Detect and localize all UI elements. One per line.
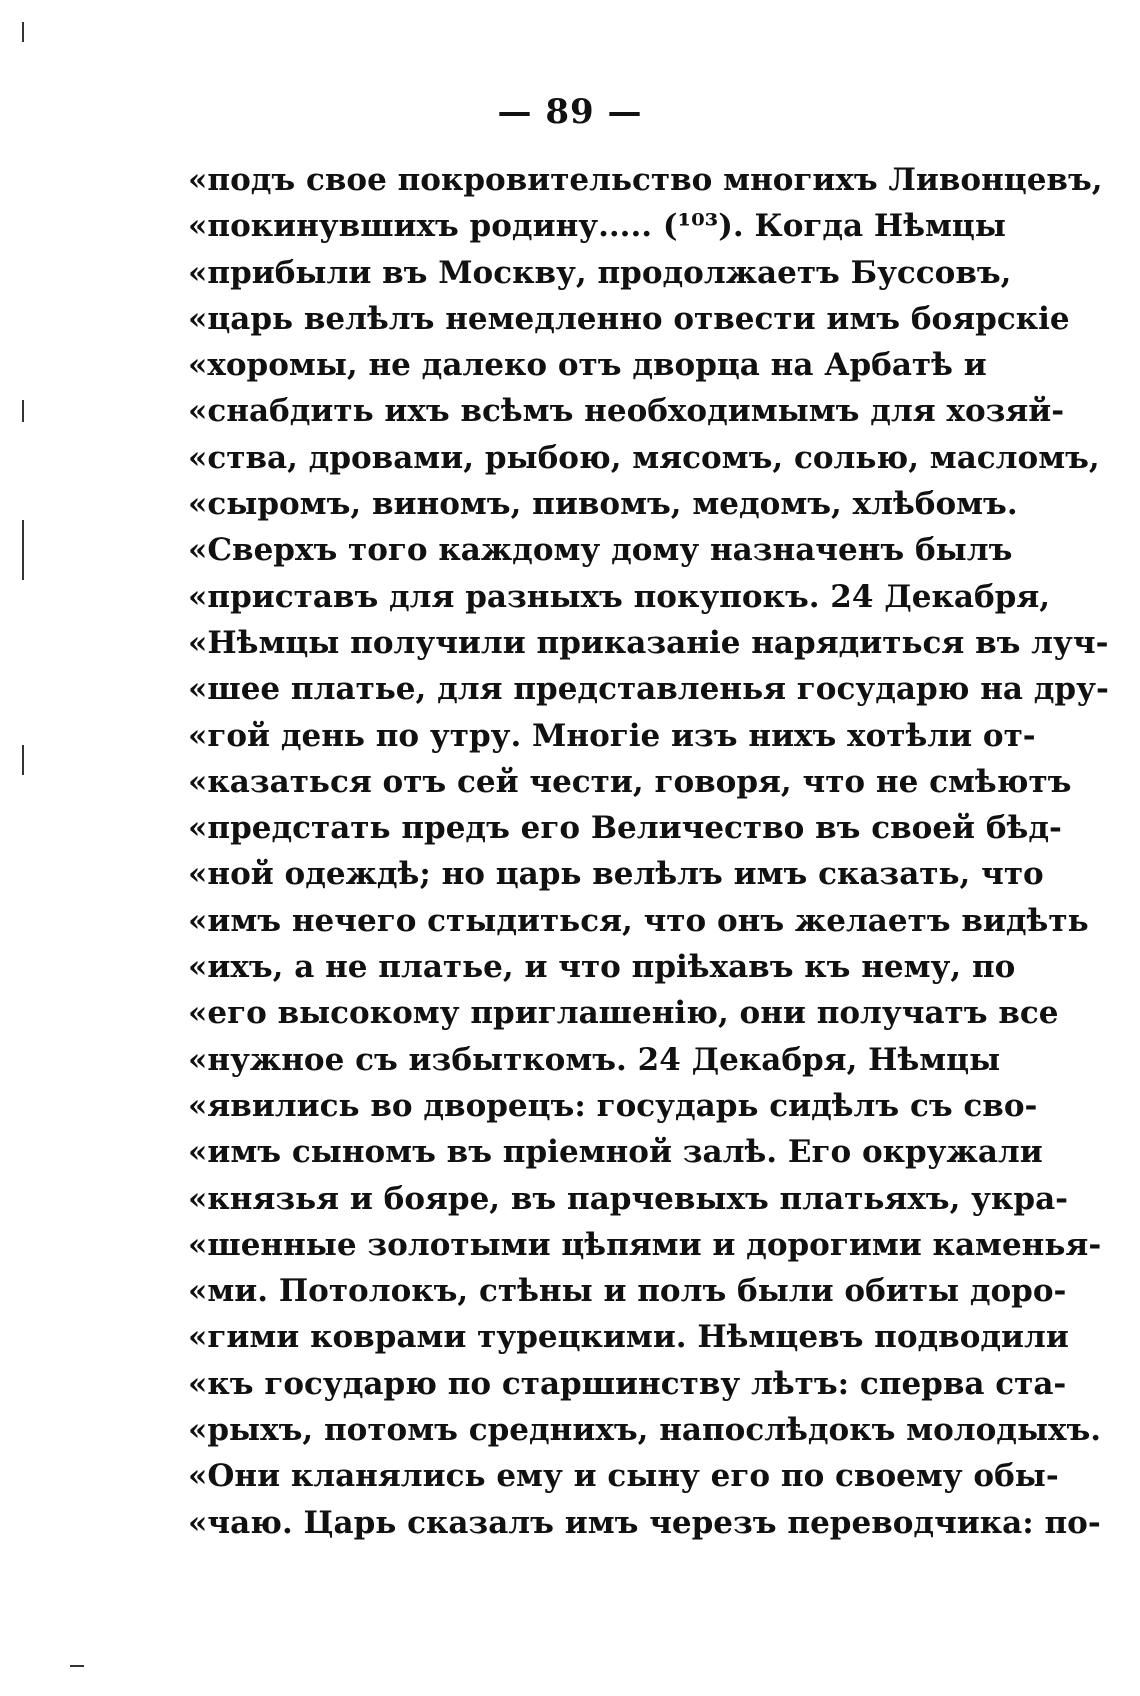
text-line: «къ государю по старшинству лѣтъ: сперва ста- (188, 1365, 1067, 1402)
text-line: «прибыли въ Москву, продолжаетъ Буссовъ, (188, 254, 1012, 291)
text-line: «ства, дровами, рыбою, мясомъ, солью, масломъ, (188, 439, 1100, 476)
text-line: «чаю. Царь сказалъ имъ черезъ переводчика: по- (188, 1504, 1101, 1541)
text-line: «царь велѣлъ немедленно отвести имъ боярскіе (188, 300, 1070, 337)
text-line: «хоромы, не далеко отъ дворца на Арбатѣ и (188, 347, 987, 384)
page-number: — 89 — (497, 92, 643, 132)
text-line: «Нѣмцы получили приказаніе нарядиться въ луч- (188, 624, 1109, 661)
body-text (188, 157, 1109, 1546)
text-line: «подъ свое покровительство многихъ Ливонцевъ, (188, 162, 1103, 198)
margin-mark (70, 1665, 84, 1667)
text-line: «ной одеждѣ; но царь велѣлъ имъ сказать, что (188, 856, 1044, 893)
text-line: «князья и бояре, въ парчевыхъ платьяхъ, укра- (188, 1180, 1069, 1217)
text-line: «казаться отъ сей чести, говоря, что не смѣютъ (188, 763, 1072, 800)
text-line: «шенные золотыми цѣпями и дорогими каменья- (188, 1226, 1102, 1263)
text-line: «его высокому приглашенію, они получатъ все (188, 995, 1059, 1032)
margin-mark (22, 22, 24, 42)
text-line: «имъ нечего стыдиться, что онъ желаетъ видѣть (188, 902, 1089, 939)
text-line: «снабдить ихъ всѣмъ необходимымъ для хозяй- (188, 393, 1065, 430)
text-line: «Сверхъ того каждому дому назначенъ былъ (188, 532, 1013, 569)
text-line: «предстать предъ его Величество въ своей бѣд- (188, 810, 1062, 847)
text-line: «ми. Потолокъ, стѣны и полъ были обиты доро- (188, 1273, 1067, 1310)
text-line: «ихъ, а не платье, и что пріѣхавъ къ нему, по (188, 949, 1016, 986)
margin-mark (22, 520, 24, 580)
text-line: «Они кланялись ему и сыну его по своему обы- (188, 1458, 1059, 1495)
text-line: «имъ сыномъ въ пріемной залѣ. Его окружали (188, 1134, 1043, 1171)
margin-mark (22, 400, 24, 422)
text-line: «покинувшихъ родину..... (¹⁰³). Когда Нѣмцы (188, 208, 1006, 245)
text-line: «гой день по утру. Многіе изъ нихъ хотѣли от- (188, 717, 1036, 754)
text-line: «шее платье, для представленья государю на дру- (188, 671, 1109, 708)
text-line: «рыхъ, потомъ среднихъ, напослѣдокъ молодыхъ. (188, 1412, 1102, 1449)
text-line: «явились во дворецъ: государь сидѣлъ съ сво- (188, 1087, 1038, 1124)
text-line: «сыромъ, виномъ, пивомъ, медомъ, хлѣбомъ. (188, 486, 1018, 523)
text-line: «нужное съ избыткомъ. 24 Декабря, Нѣмцы (188, 1041, 1001, 1078)
text-line: «гими коврами турецкими. Нѣмцевъ подводили (188, 1319, 1069, 1356)
margin-mark (22, 745, 24, 775)
text-line: «приставъ для разныхъ покупокъ. 24 Декабря, (188, 578, 1051, 615)
